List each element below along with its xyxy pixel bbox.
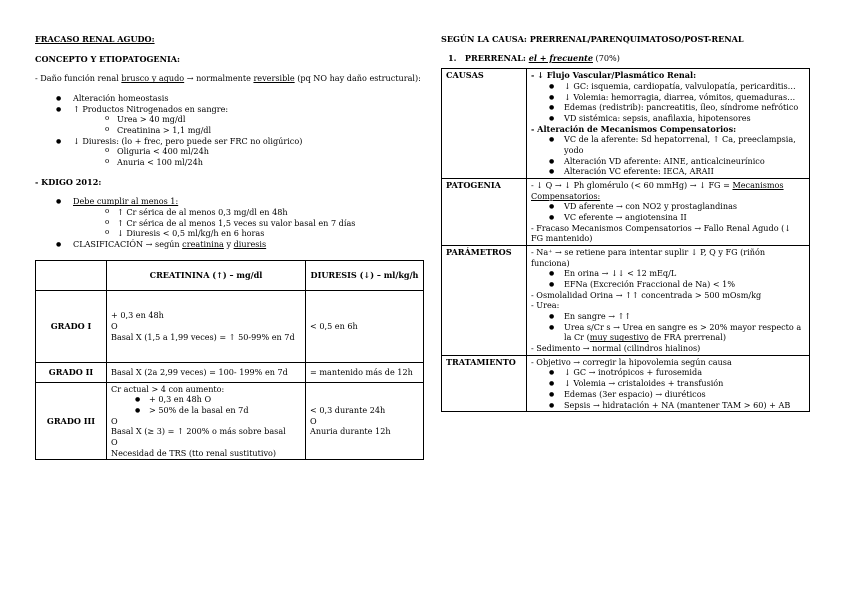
grade-2-creatinina: Basal X (2a 2,99 veces) = 100- 199% en 7d <box>107 362 306 382</box>
doc-title: FRACASO RENAL AGUDO: <box>35 34 155 44</box>
table-row <box>36 362 424 382</box>
section-title: SEGÚN LA CAUSA: PRERRENAL/PARENQUIMATOSO/POST-RENAL <box>441 34 744 44</box>
patogenia-content: - ↓ Q → ↓ Ph glomérulo (< 60 mmHg) → ↓ FG = Mecanismos Compensatorios: ● VD aferente → con NO2 y prostaglandinas ● VC eferente → angiotensina II - Fracaso Mecanismos Compensatorios → Fallo Renal Agudo (↓ FG mantenido) <box>527 179 810 246</box>
table-row <box>36 382 424 460</box>
right-column <box>441 34 809 412</box>
table-row <box>36 260 424 290</box>
causas-label: CAUSAS <box>442 69 527 179</box>
clasificacion-item: ● CLASIFICACIÓN → según creatinina y diuresis <box>35 239 425 250</box>
concept-definition: - Daño función renal brusco y agudo → normalmente reversible (pq NO hay daño estructural): <box>35 73 421 84</box>
header-diuresis: DIURESIS (↓) – ml/kg/h <box>306 260 424 290</box>
parametros-label: PARÁMETROS <box>442 246 527 356</box>
grade-2-label: GRADO II <box>36 362 107 382</box>
table-row <box>442 355 810 411</box>
left-column <box>35 34 425 460</box>
sub-list-item: o ↑ Cr sérica de al menos 1,5 veces su valor basal en 7 días <box>35 218 425 229</box>
table-row <box>36 290 424 362</box>
grade-3-creatinina: Cr actual > 4 con aumento: ● + 0,3 en 48h O ● > 50% de la basal en 7d O Basal X (≥ 3) = ↑ 200% o más sobre basal O Necesidad de TRS (tto renal sustitutivo) <box>107 382 306 460</box>
table-row <box>442 69 810 179</box>
parametros-content: - Na⁺ → se retiene para intentar suplir ↓ P, Q y FG (riñón funciona) ● En orina → ↓↓ < 12 mEq/L ● EFNa (Excreción Fraccional de Na) < 1% - Osmolalidad Orina → ↑↑ concentrada > 500 mOsm/kg - Urea: ● En sangre → ↑↑ ● Urea s/Cr s → Urea en sangre es > 20% mayor respecto a la Cr (muy sugestivo de FRA prerrenal) - Sedimento → normal (cilindros hialinos) <box>527 246 810 356</box>
tratamiento-label: TRATAMIENTO <box>442 355 527 411</box>
grade-1-label: GRADO I <box>36 290 107 362</box>
sub-list-item: o Oliguria < 400 ml/24h <box>35 146 425 157</box>
grade-3-label: GRADO III <box>36 382 107 460</box>
table-row <box>442 179 810 246</box>
sub-list-item: o Creatinina > 1,1 mg/dl <box>35 125 425 136</box>
grade-1-diuresis: < 0,5 en 6h <box>306 290 424 362</box>
concept-heading: CONCEPTO Y ETIOPATOGENIA: <box>35 53 181 64</box>
tratamiento-content: - Objetivo → corregir la hipovolemia según causa ● ↓ GC → inotrópicos + furosemida ● ↓ Volemia → cristaloides + transfusión ● Edemas (3er espacio) → diuréticos ● Sepsis → hidratación + NA (mantener TAM > 60) + AB <box>527 355 810 411</box>
sub-list-item: o ↓ Diuresis < 0,5 ml/kg/h en 6 horas <box>35 228 425 239</box>
sub-list-item: o Anuria < 100 ml/24h <box>35 157 425 168</box>
causas-content: - ↓ Flujo Vascular/Plasmático Renal: ● ↓ GC: isquemia, cardiopatía, valvulopatía, pericarditis… ● ↓ Volemia: hemorragia, diarrea, vómitos, quemaduras… ● Edemas (redistrib): pancreatitis, íleo, síndrome nefrótico ● VD sistémica: sepsis, anafilaxia, hipotensores - Alteración de Mecanismos Compensatorios: ● VC de la aferente: Sd hepatorrenal, ↑ Ca, preeclampsia, yodo ● Alteración VD aferente: AINE, anticalcineurínico ● Alteración VC eferente: IECA, ARAII <box>527 69 810 179</box>
list-item: ● ↑ Productos Nitrogenados en sangre: <box>35 104 425 115</box>
header-creatinina: CREATININA (↑) – mg/dl <box>107 260 306 290</box>
prerrenal-heading: 1. PRERRENAL: el + frecuente (70%) <box>448 52 620 63</box>
list-item: ● ↓ Diuresis: (lo + frec, pero puede ser FRC no oligúrico) <box>35 136 425 147</box>
grade-1-creatinina: + 0,3 en 48h O Basal X (1,5 a 1,99 veces) = ↑ 50-99% en 7d <box>107 290 306 362</box>
sub-list-item: o ↑ Cr sérica de al menos 0,3 mg/dl en 48h <box>35 207 425 218</box>
grades-table <box>35 260 424 461</box>
list-item: ● Alteración homeostasis <box>35 93 425 104</box>
kdigo-must: ● Debe cumplir al menos 1: <box>35 196 425 207</box>
kdigo-heading: - KDIGO 2012: <box>35 176 102 187</box>
patogenia-label: PATOGENIA <box>442 179 527 246</box>
sub-list-item: o Urea > 40 mg/dl <box>35 114 425 125</box>
grade-3-diuresis: < 0,3 durante 24h O Anuria durante 12h <box>306 382 424 460</box>
grade-2-diuresis: = mantenido más de 12h <box>306 362 424 382</box>
table-row <box>442 246 810 356</box>
prerrenal-table <box>441 68 810 412</box>
